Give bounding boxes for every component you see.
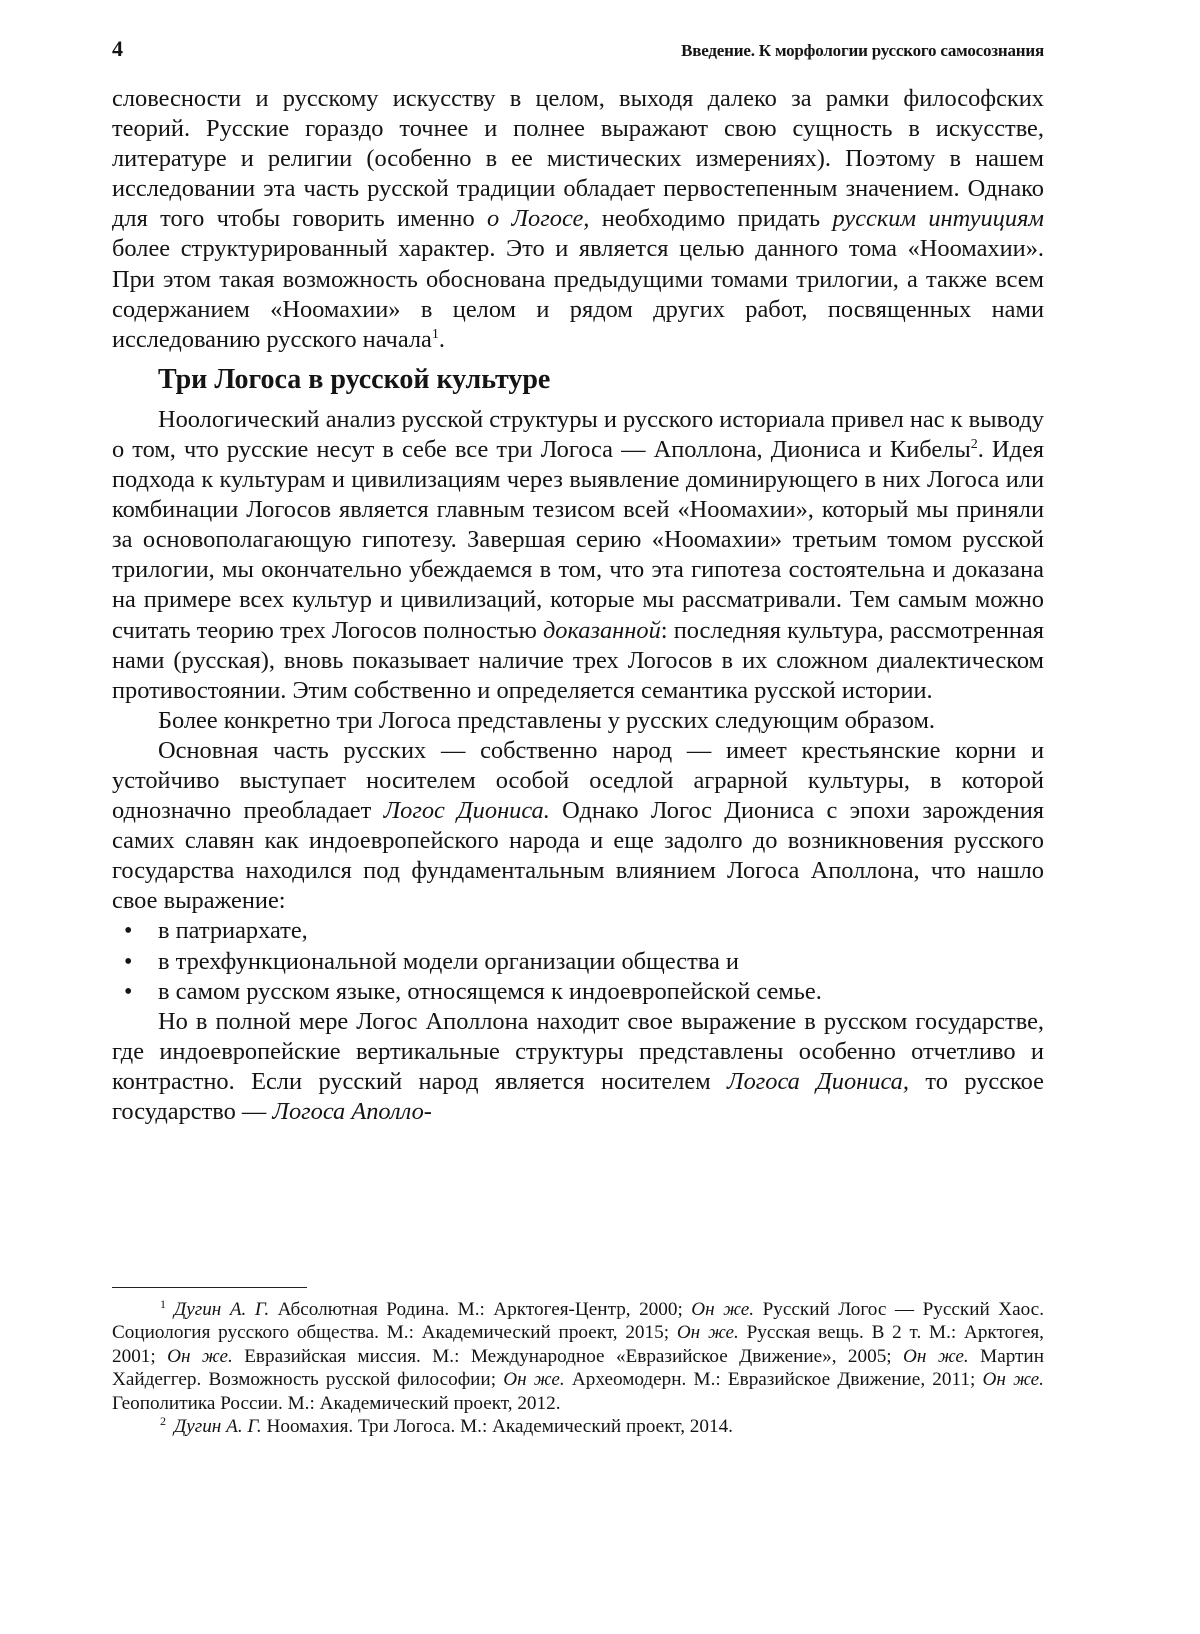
- paragraph: [112, 405, 1044, 706]
- text-run: Русская вещь. В 2 т. М.: Арктогея, 2001;: [112, 1322, 1044, 1367]
- italic-run: Он же.: [982, 1369, 1044, 1391]
- italic-run: Логоса Аполло-: [272, 1098, 432, 1125]
- footnote-1: [112, 1298, 1044, 1415]
- footnote-2: [112, 1415, 1044, 1438]
- paragraph: [112, 736, 1044, 917]
- footnotes: [112, 1298, 1044, 1438]
- section-heading: Три Логоса в русской культуре: [158, 363, 551, 395]
- footnote-ref-1[interactable]: 1: [431, 326, 439, 342]
- text-run: Основная часть русских — собственно народ — имеет крестьянские корни и устойчиво выступает носителем особой оседлой аграрной культуры, в которой однозначно преобладает: [112, 736, 1044, 825]
- main-text: [112, 84, 1044, 1127]
- italic-run: Логоса Диониса,: [727, 1067, 909, 1095]
- text-run: словесности и русскому искусству в целом, выходя далеко за рамки философских теорий. Русские гораздо точнее и полнее выражают свою сущность в искусстве, литературе и религии (особенно в ее мистических измерениях). Поэтому в нашем исследовании эта часть русской традиции обладает первостепенным значением. Однако для того чтобы говорить именно: [112, 85, 1044, 233]
- italic-run: Дугин А. Г.: [174, 1416, 262, 1438]
- text-run: Русский Логос — Русский Хаос. Социология русского общества. М.: Академический проект, 2015;: [112, 1299, 1044, 1344]
- list-item: [112, 916, 1044, 946]
- list-item-text: в трехфункциональной модели организации общества и: [158, 947, 739, 975]
- text-run: Мартин Хайдеггер. Возможность русской философии;: [112, 1345, 1044, 1391]
- italic-run: Дугин А. Г.: [174, 1299, 270, 1320]
- running-title: Введение. К морфологии русского самосознания: [681, 41, 1044, 60]
- text-run: Археомодерн. М.: Евразийское Движение, 2011;: [564, 1369, 983, 1391]
- italic-run: Логос Диониса.: [383, 797, 550, 825]
- text-run: Но в полной мере Логос Аполлона находит свое выражение в русском государстве, где индоевропейские вертикальные структуры представлены особенно отчетливо и контрастно. Если русский народ является носителем: [112, 1007, 1044, 1095]
- text-run: более структурированный характер. Это и является целью данного тома «Ноомахии». При этом такая возможность обоснована предыдущими томами трилогии, а также всем содержанием «Ноомахии» в целом и рядом других работ, посвященных нами исследованию русского начала: [112, 235, 1044, 353]
- bullet-icon: •: [124, 918, 133, 945]
- text-run: Евразийская миссия. М.: Международное «Евразийское Движение», 2005;: [232, 1345, 904, 1367]
- italic-run: русским интуициям: [832, 205, 1044, 233]
- text-run: Однако Логос Диониса с эпохи зарождения самих славян как индоевропейского народа и еще задолго до возникновения русского государства находился под фундаментальным влиянием Логоса Аполлона, что нашло свое выражение:: [112, 797, 1044, 915]
- italic-run: Он же.: [167, 1345, 233, 1367]
- footnote-mark: 2: [160, 1413, 166, 1428]
- bullet-icon: •: [124, 948, 133, 975]
- footnote-separator: [112, 1287, 307, 1288]
- italic-run: Он же.: [676, 1322, 739, 1344]
- list-item: [112, 977, 1044, 1007]
- text-run: Абсолютная Родина. М.: Арктогея-Центр, 2000;: [269, 1299, 692, 1320]
- bullet-icon: •: [124, 978, 133, 1005]
- running-head: [112, 36, 1044, 66]
- italic-run: Он же.: [903, 1345, 969, 1367]
- footnote-ref-2[interactable]: 2: [970, 436, 978, 452]
- text-run: то русское государство —: [112, 1067, 1044, 1125]
- text-run: . Идея подхода к культурам и цивилизациям через выявление доминирующего в них Логоса или комбинации Логосов является главным тезисом всей «Ноомахии», который мы приняли за основополагающую гипотезу. Завершая серию «Ноомахии» третьим томом русской трилогии, мы окончательно убеждаемся в том, что эта гипотеза состоятельна и доказана на примере всех культур и цивилизаций, которые мы рассматривали. Тем самым можно считать теорию трех Логосов полностью: [112, 435, 1044, 644]
- text-run: .: [438, 325, 445, 353]
- paragraph-continued: [112, 84, 1044, 355]
- text-run: необходимо придать: [589, 205, 833, 233]
- footnote-mark: 1: [160, 1296, 166, 1311]
- italic-run: Он же.: [503, 1369, 565, 1391]
- list-item-text: в самом русском языке, относящемся к индоевропейской семье.: [158, 977, 822, 1005]
- italic-run: Он же.: [691, 1299, 755, 1320]
- paragraph: [112, 1007, 1044, 1127]
- bullet-list: [112, 916, 1044, 1006]
- page-number: 4: [112, 36, 123, 61]
- italic-run: о Логосе,: [487, 205, 590, 233]
- list-item-text: в патриархате,: [158, 917, 308, 945]
- text-run: Ноологический анализ русской структуры и русского историала привел нас к выводу о том, что русские несут в себе все три Логоса — Аполлона, Диониса и Кибелы: [112, 405, 1044, 463]
- text-run: Геополитика России. М.: Академический проект, 2012.: [112, 1392, 561, 1414]
- list-item: [112, 947, 1044, 977]
- italic-run: доказанной: [542, 616, 661, 644]
- text-run: : последняя культура, рассмотренная нами (русская), вновь показывает наличие трех Логосов в их сложном диалектическом противостоянии. Этим собственно и определяется семантика русской истории.: [112, 616, 1044, 704]
- paragraph: Более конкретно три Логоса представлены у русских следующим образом.: [158, 706, 935, 734]
- text-run: Ноомахия. Три Логоса. М.: Академический проект, 2014.: [261, 1416, 733, 1438]
